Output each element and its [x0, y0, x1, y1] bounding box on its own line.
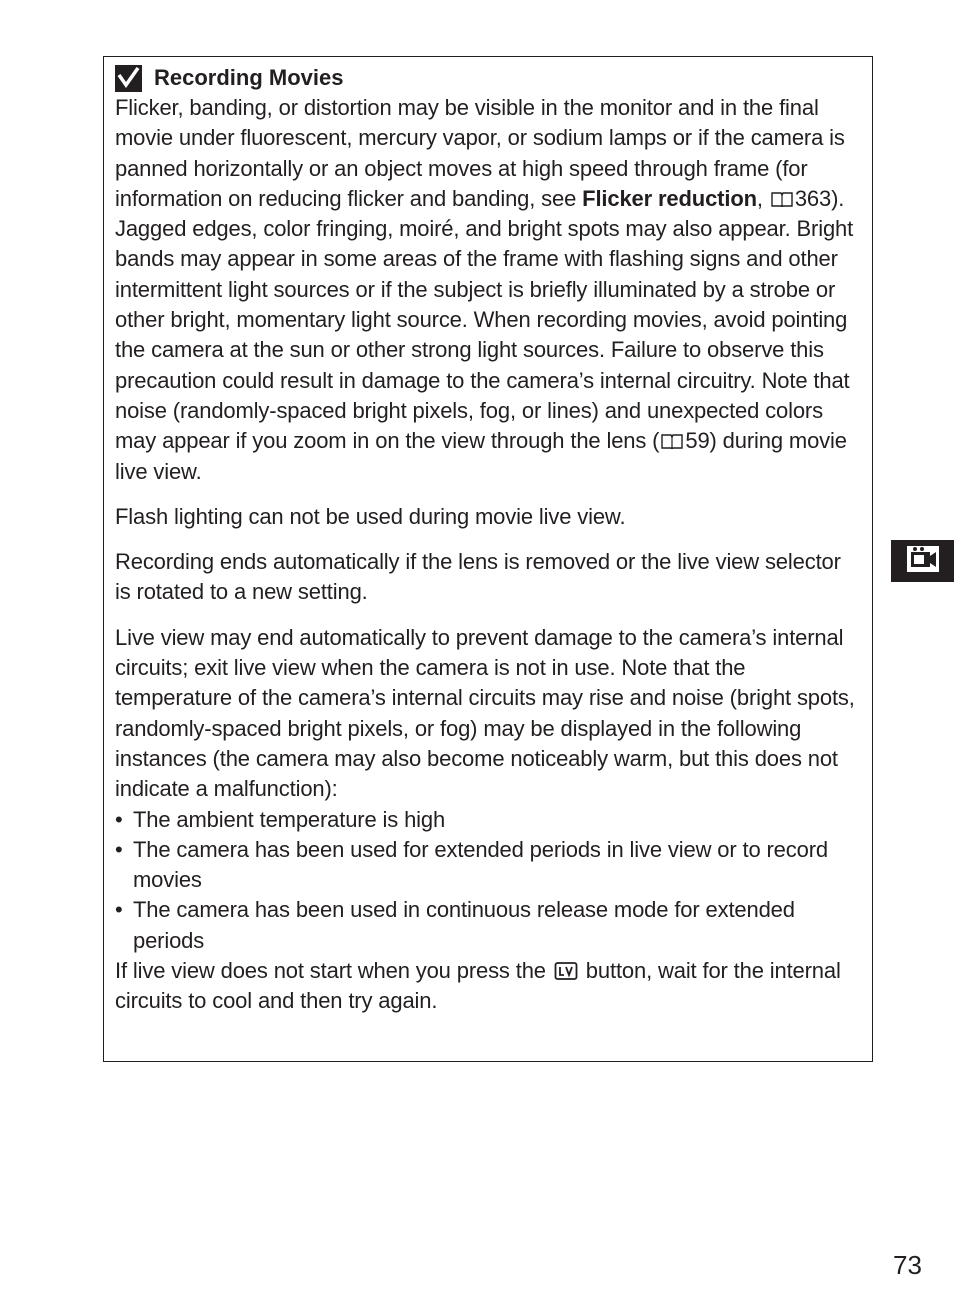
bullet-dot: •: [115, 806, 123, 832]
lv-button-icon: [554, 959, 578, 979]
paragraph-text: ). Jagged edges, color fringing, moiré, and bright spots may also appear. Bright bands may appear in some areas of the frame with flashing signs and other intermittent light sources or if the subject is briefly illuminated by a strobe or other bright, momentary light source. When recording movies, avoid pointing the camera at the sun or other strong light sources. Failure to observe this precaution could result in damage to the camera’s internal circuitry. Note that noise (randomly-spaced bright pixels, fog, or lines) and unexpected colors may appear if you zoom in on the view through the lens (: [115, 185, 854, 454]
paragraph-text: button, wait for the internal circuits to cool and then try again.: [115, 958, 841, 1014]
list-item: [115, 805, 860, 835]
bullet-dot: •: [115, 836, 123, 862]
page-number: 73: [893, 1250, 922, 1280]
paragraph-flash: Flash lighting can not be used during movie live view.: [115, 503, 626, 529]
movie-section-tab[interactable]: [891, 540, 954, 582]
instances-list: [115, 805, 860, 956]
book-icon: [661, 427, 683, 443]
note-title-text: Recording Movies: [154, 65, 344, 90]
list-item-text: The camera has been used for extended periods in live view or to record movies: [133, 836, 828, 893]
list-item: [115, 895, 860, 956]
paragraph-cool-down: [115, 956, 860, 1017]
flicker-reduction-ref: Flicker reduction: [582, 185, 757, 211]
recording-movies-note: [103, 56, 873, 1062]
list-item-text: The camera has been used in continuous release mode for extended periods: [133, 897, 795, 953]
paragraph-lens-removed: Recording ends automatically if the lens is removed or the live view selector is rotated to a new setting.: [115, 549, 841, 605]
page-ref-363[interactable]: 363: [794, 185, 832, 211]
page-ref-59[interactable]: 59: [685, 428, 710, 454]
list-item: [115, 835, 860, 896]
paragraph-text: Flicker, banding, or distortion may be visible in the monitor and in the final movie under fluorescent, mercury vapor, or sodium lamps or if the camera is panned horizontally or an object moves at high speed through frame (for information on reducing flicker and banding, see: [115, 95, 845, 211]
movie-camera-icon: [906, 544, 940, 579]
list-item-text: The ambient temperature is high: [133, 806, 446, 832]
paragraph-text: If live view does not start when you press the: [115, 958, 552, 984]
paragraph-live-view-end: Live view may end automatically to prevent damage to the camera’s internal circuits; exit live view when the camera is not in use. Note that the temperature of the camera’s internal circuits may rise and noise (bright spots, randomly-spaced bright pixels, or fog) may be displayed in the following instances (the camera may also become noticeably warm, but this does not indicate a malfunction):: [115, 624, 855, 802]
book-icon: [771, 185, 793, 201]
note-title: [115, 63, 860, 93]
checkmark-icon: [115, 65, 142, 92]
paragraph-flicker: [115, 93, 860, 487]
paragraph-text: ,: [756, 185, 769, 211]
paragraph-text: ) during movie live view.: [115, 428, 847, 484]
bullet-dot: •: [115, 897, 123, 923]
